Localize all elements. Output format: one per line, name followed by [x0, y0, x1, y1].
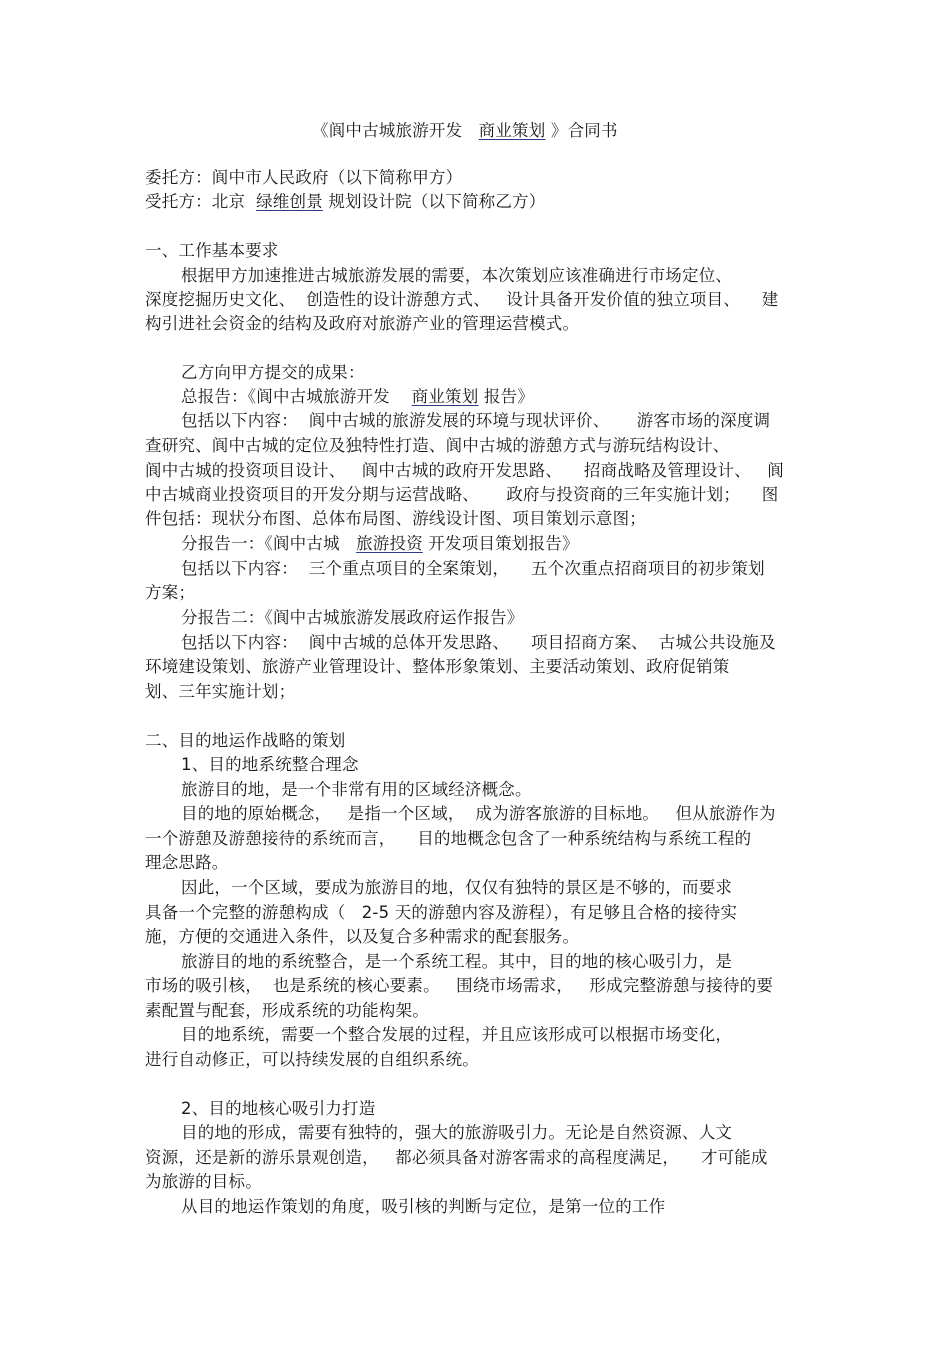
contract-title — [312, 121, 618, 141]
sub-report1-text: 分报告一：《阆中古城 — [181, 534, 357, 553]
sub-report1-hyperlink[interactable]: 旅游投资 — [356, 534, 423, 553]
paragraph-line: 目的地的原始概念， 是指一个区域， 成为游客旅游的目标地。 但从旅游作为 — [181, 804, 776, 823]
contractor-text: 受托方：北京 — [145, 192, 257, 211]
title-text-end: 》合同书 — [545, 121, 618, 140]
sub-report1-text-end: 开发项目策划报告》 — [422, 534, 579, 553]
client-line: 委托方：阆中市人民政府（以下简称甲方） — [145, 168, 463, 187]
title-hyperlink[interactable]: 商业策划 — [478, 121, 546, 140]
paragraph-line: 包括以下内容： 阆中古城的旅游发展的环境与现状评价、 游客市场的深度调 — [181, 411, 771, 430]
paragraph-line: 因此，一个区域，要成为旅游目的地，仅仅有独特的景区是不够的，而要求 — [181, 878, 733, 897]
title-text: 《阆中古城旅游开发 — [312, 121, 479, 140]
paragraph-line: 进行自动修正，可以持续发展的自组织系统。 — [145, 1050, 479, 1069]
paragraph-line: 具备一个完整的游憩构成（ 2-5 天的游憩内容及游程），有足够且合格的接待实 — [145, 903, 738, 922]
paragraph-line: 目的地的形成，需要有独特的，强大的旅游吸引力。无论是自然资源、人文 — [181, 1123, 733, 1142]
paragraph-line: 一个游憩及游憩接待的系统而言， 目的地概念包含了一种系统结构与系统工程的 — [145, 829, 752, 848]
paragraph-line: 深度挖掘历史文化、 创造性的设计游憩方式、 设计具备开发价值的独立项目、 建 — [145, 290, 779, 309]
results-intro: 乙方向甲方提交的成果： — [181, 363, 365, 382]
paragraph-line: 环境建设策划、旅游产业管理设计、整体形象策划、主要活动策划、政府促销策 — [145, 657, 730, 676]
contractor-line — [145, 192, 545, 212]
paragraph-line: 资源，还是新的游乐景观创造， 都必须具备对游客需求的高程度满足， 才可能成 — [145, 1148, 768, 1167]
section1-heading: 一、工作基本要求 — [145, 241, 279, 260]
paragraph-line: 目的地系统，需要一个整合发展的过程，并且应该形成可以根据市场变化， — [181, 1025, 733, 1044]
paragraph-line: 旅游目的地的系统整合，是一个系统工程。其中，目的地的核心吸引力，是 — [181, 952, 733, 971]
paragraph-line: 旅游目的地，是一个非常有用的区域经济概念。 — [181, 780, 532, 799]
contractor-text-end: 规划设计院（以下简称乙方） — [322, 192, 546, 211]
paragraph-line: 方案； — [145, 583, 196, 602]
paragraph-line: 为旅游的目标。 — [145, 1172, 262, 1191]
paragraph-line: 划、三年实施计划； — [145, 682, 296, 701]
paragraph-line: 中古城商业投资项目的开发分期与运营战略、 政府与投资商的三年实施计划； 图 — [145, 485, 779, 504]
paragraph-line: 包括以下内容： 三个重点项目的全案策划， 五个次重点招商项目的初步策划 — [181, 559, 765, 578]
sub-report2-line: 分报告二：《阆中古城旅游发展政府运作报告》 — [181, 608, 524, 627]
main-report-text: 总报告：《阆中古城旅游开发 — [181, 387, 412, 406]
subsection1-heading: 1、目的地系统整合理念 — [181, 755, 359, 774]
subsection2-heading: 2、目的地核心吸引力打造 — [181, 1099, 376, 1118]
paragraph-line: 包括以下内容： 阆中古城的总体开发思路、 项目招商方案、 古城公共设施及 — [181, 633, 776, 652]
main-report-text-end: 报告》 — [478, 387, 534, 406]
section2-heading: 二、目的地运作战略的策划 — [145, 731, 346, 750]
paragraph-line: 查研究、阆中古城的定位及独特性打造、阆中古城的游憩方式与游玩结构设计、 — [145, 436, 730, 455]
sub-report1-line — [181, 534, 579, 554]
paragraph-line: 市场的吸引核， 也是系统的核心要素。 围绕市场需求， 形成完整游憩与接待的要 — [145, 976, 774, 995]
main-report-line — [181, 387, 534, 407]
paragraph-line: 素配置与配套，形成系统的功能构架。 — [145, 1001, 429, 1020]
paragraph-line: 件包括：现状分布图、总体布局图、游线设计图、项目策划示意图； — [145, 509, 646, 528]
paragraph-line: 理念思路。 — [145, 853, 229, 872]
contractor-hyperlink[interactable]: 绿维创景 — [256, 192, 323, 211]
paragraph-line: 构引进社会资金的结构及政府对旅游产业的管理运营模式。 — [145, 314, 580, 333]
main-report-hyperlink[interactable]: 商业策划 — [411, 387, 479, 406]
paragraph-line: 从目的地运作策划的角度，吸引核的判断与定位，是第一位的工作 — [181, 1197, 666, 1216]
paragraph-line: 根据甲方加速推进古城旅游发展的需要，本次策划应该准确进行市场定位、 — [181, 266, 733, 285]
paragraph-line: 阆中古城的投资项目设计、 阆中古城的政府开发思路、 招商战略及管理设计、 阆 — [145, 461, 784, 480]
paragraph-line: 施，方便的交通进入条件，以及复合多种需求的配套服务。 — [145, 927, 580, 946]
